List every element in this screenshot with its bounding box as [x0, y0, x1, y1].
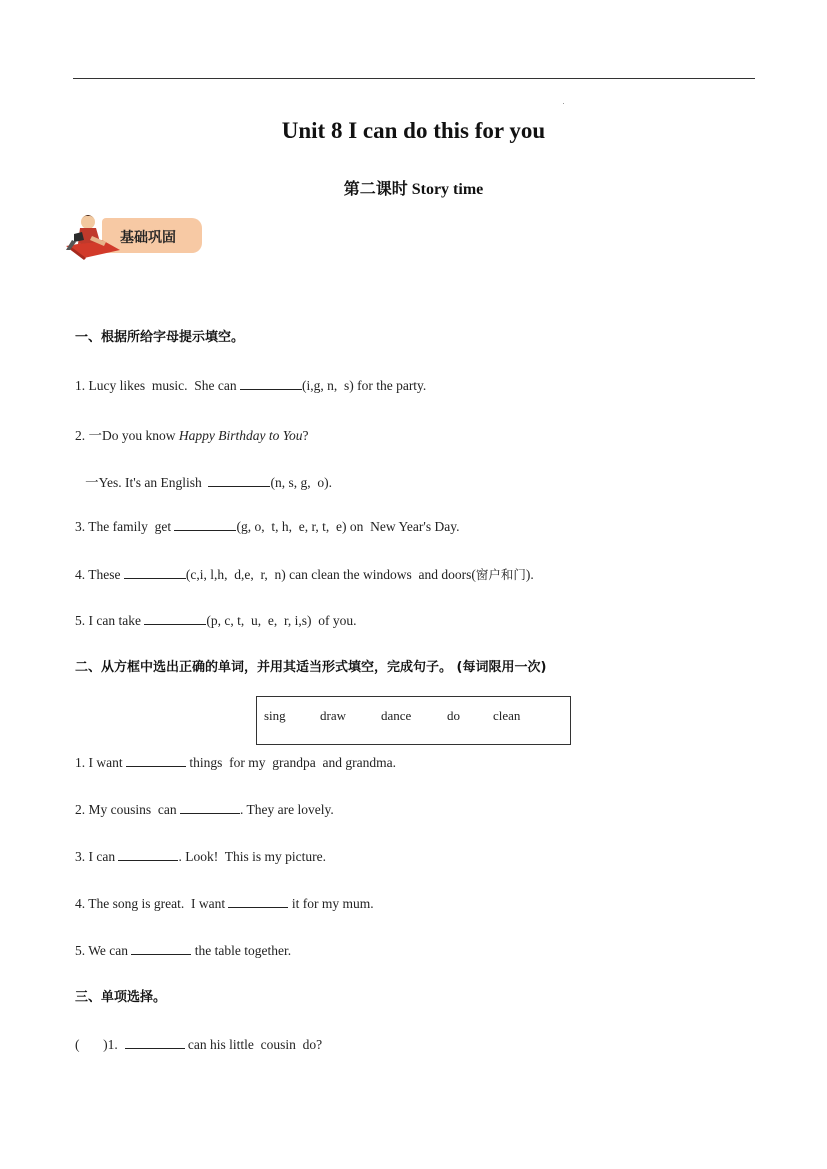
lesson-subtitle: 第二课时 Story time — [343, 181, 484, 198]
s1-item-5-pre: 5. I can take — [75, 613, 145, 628]
s2-item-4-post: it for my mum. — [288, 896, 374, 911]
answer-blank[interactable] — [174, 518, 236, 531]
s2-item-3-pre: 3. I can — [75, 849, 119, 864]
speck — [563, 103, 564, 104]
section-badge — [62, 206, 212, 268]
s1-item-3 — [75, 518, 459, 535]
section1-heading: 一、根据所给字母提示填空。 — [75, 330, 245, 345]
s2-item-4-pre: 4. The song is great. I want — [75, 896, 229, 911]
s1-item-4-end: ). — [525, 567, 534, 582]
answer-blank[interactable] — [228, 895, 288, 908]
s1-item-2b-pre: 一Yes. It's an English — [75, 475, 209, 490]
s1-item-2 — [75, 424, 309, 444]
header-rule — [73, 78, 755, 79]
s1-item-3-pre: 3. The family get — [75, 519, 175, 534]
answer-blank[interactable] — [126, 754, 186, 767]
s2-item-2-pre: 2. My cousins can — [75, 802, 180, 817]
s1-item-4-pre: 4. These — [75, 567, 124, 582]
word-draw: draw — [320, 708, 346, 723]
word-sing: sing — [264, 708, 286, 723]
answer-blank[interactable] — [125, 1036, 185, 1049]
s2-item-3-post: . Look! This is my picture. — [178, 849, 326, 864]
answer-blank[interactable] — [208, 474, 270, 487]
answer-blank[interactable] — [144, 612, 206, 625]
section3-heading: 三、单项选择。 — [75, 990, 167, 1005]
s1-item-2-post: ? — [302, 428, 309, 443]
s2-item-2-post: . They are lovely. — [240, 802, 334, 817]
s1-item-2b-post: (n, s, g, o). — [270, 475, 332, 490]
word-do: do — [447, 708, 460, 723]
s2-item-1-pre: 1. I want — [75, 755, 126, 770]
s2-item-5-post: the table together. — [191, 943, 292, 958]
s2-item-3 — [75, 848, 326, 865]
s2-item-1 — [75, 754, 396, 771]
word-box — [256, 696, 571, 745]
answer-blank[interactable] — [131, 942, 191, 955]
s1-item-1-pre: 1. Lucy likes music. She can — [75, 378, 240, 393]
section2-heading: 二、从方框中选出正确的单词，并用其适当形式填空，完成句子。 (每词限用一次) — [75, 660, 547, 675]
s1-item-5 — [75, 612, 357, 629]
s2-item-5-pre: 5. We can — [75, 943, 132, 958]
word-dance: dance — [381, 708, 412, 723]
s1-item-2-pre: 2. 一Do you know — [75, 428, 179, 443]
s3-item-1-post: can his little cousin do? — [184, 1037, 323, 1052]
s1-item-4-cn: 窗户和门 — [475, 567, 526, 582]
s2-item-4 — [75, 895, 374, 912]
s1-item-5-post: (p, c, t, u, e, r, i,s) of you. — [206, 613, 357, 628]
s1-item-4 — [75, 565, 534, 583]
word-clean: clean — [493, 708, 521, 723]
answer-blank[interactable] — [180, 801, 240, 814]
s3-item-1-pre: ( )1. — [75, 1037, 125, 1052]
s1-item-1 — [75, 377, 426, 394]
s3-item-1 — [75, 1036, 322, 1053]
s1-item-3-post: (g, o, t, h, e, r, t, e) on New Year's Day. — [236, 519, 460, 534]
s2-item-5 — [75, 942, 291, 959]
badge-label: 基础巩固 — [120, 230, 176, 246]
answer-blank[interactable] — [240, 377, 302, 390]
answer-blank[interactable] — [124, 566, 186, 579]
s2-item-1-post: things for my grandpa and grandma. — [186, 755, 396, 770]
s2-item-2 — [75, 801, 334, 818]
s1-item-2b — [75, 471, 332, 491]
page-title: Unit 8 I can do this for you — [281, 118, 546, 143]
s1-item-1-post: (i,g, n, s) for the party. — [301, 378, 427, 393]
song-title: Happy Birthday to You — [178, 428, 303, 443]
s1-item-4-post: (c,i, l,h, d,e, r, n) can clean the windows and doors( — [185, 567, 476, 582]
answer-blank[interactable] — [118, 848, 178, 861]
